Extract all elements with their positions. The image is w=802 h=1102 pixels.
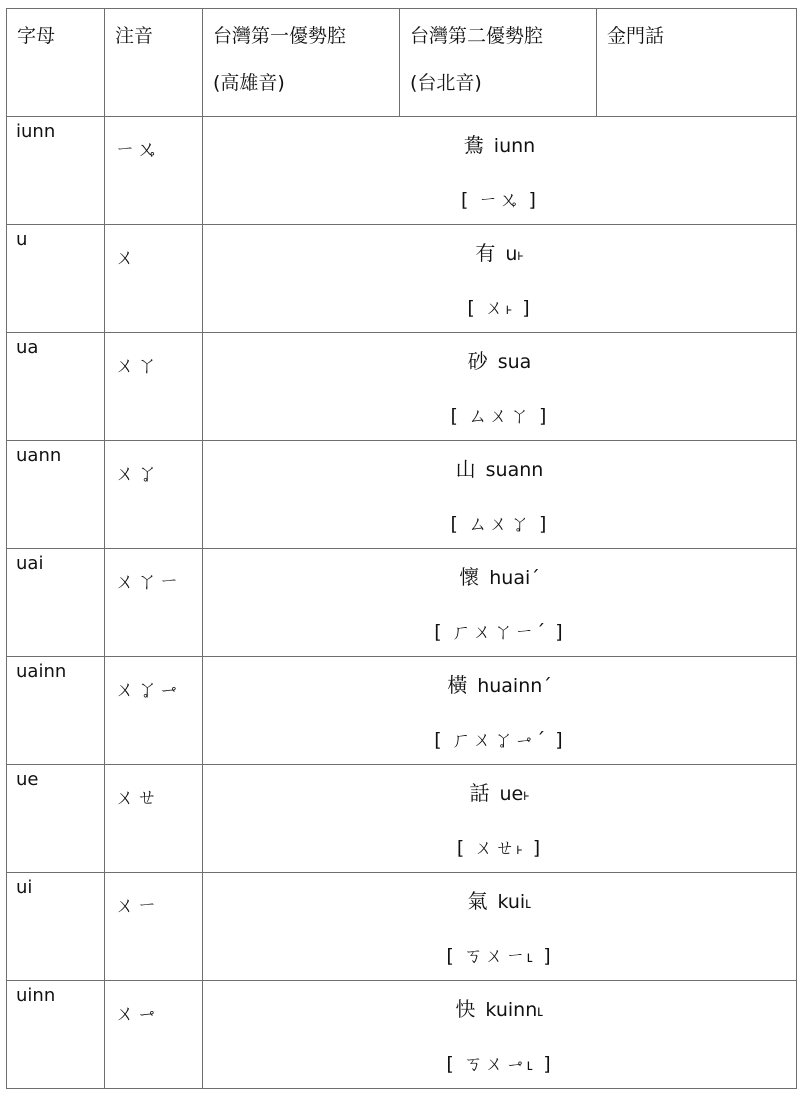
- row-example: [203, 549, 797, 657]
- header-kinmen: [597, 9, 797, 117]
- example-char: 山: [455, 457, 476, 481]
- header-zhuyin: [105, 9, 203, 117]
- row-letter: uai: [7, 549, 105, 657]
- header-taipei: [400, 9, 597, 117]
- row-example: [203, 333, 797, 441]
- row-letter: ua: [7, 333, 105, 441]
- phonetic-table: [6, 8, 797, 1089]
- example-bracket: [ ㄧㆫ ]: [461, 189, 538, 211]
- example-bracket: [ ㄨ˫ ]: [467, 297, 532, 319]
- example-roman: kuinn˪: [485, 999, 544, 1021]
- example-bracket: [ ㄎㄨㄧ˪ ]: [446, 945, 553, 967]
- header-kaohsiung: [203, 9, 400, 117]
- row-letter: uinn: [7, 981, 105, 1089]
- example-roman: ue˫: [499, 783, 530, 805]
- row-letter: uann: [7, 441, 105, 549]
- header-taipei-sub: (台北音): [410, 72, 482, 94]
- table-row: [7, 117, 797, 225]
- row-zhuyin: ㄨㄧ: [105, 873, 203, 981]
- example-bracket: [ ㄙㄨㆩ ]: [450, 513, 549, 535]
- example-bracket: [ ㄙㄨㄚ ]: [450, 405, 549, 427]
- example-char: 話: [469, 781, 490, 805]
- row-zhuyin: ㄨㆩㆪ: [105, 657, 203, 765]
- example-char: 鴦: [463, 133, 484, 157]
- row-example: [203, 225, 797, 333]
- example-char: 橫: [447, 673, 468, 697]
- row-example: [203, 657, 797, 765]
- table-row: [7, 441, 797, 549]
- row-example: [203, 441, 797, 549]
- example-char: 有: [475, 241, 496, 265]
- example-roman: huaiˊ: [489, 567, 540, 589]
- header-letter-text: 字母: [17, 25, 56, 47]
- row-zhuyin: ㄨ: [105, 225, 203, 333]
- row-zhuyin: ㄧㆫ: [105, 117, 203, 225]
- example-char: 氣: [467, 889, 488, 913]
- row-letter: ue: [7, 765, 105, 873]
- example-bracket: [ ㄏㄨㆩㆪˊ ]: [434, 729, 565, 751]
- header-row: [7, 9, 797, 117]
- header-letter: [7, 9, 105, 117]
- header-kaohsiung-title: 台灣第一優勢腔: [213, 25, 347, 47]
- header-kinmen-text: 金門話: [607, 25, 665, 47]
- row-letter: iunn: [7, 117, 105, 225]
- row-letter: u: [7, 225, 105, 333]
- table-row: [7, 549, 797, 657]
- row-zhuyin: ㄨㆩ: [105, 441, 203, 549]
- header-kaohsiung-sub: (高雄音): [213, 72, 285, 94]
- row-letter: ui: [7, 873, 105, 981]
- example-roman: huainnˊ: [477, 675, 552, 697]
- example-bracket: [ ㄏㄨㄚㄧˊ ]: [434, 621, 565, 643]
- example-roman: iunn: [493, 135, 536, 157]
- example-roman: u˫: [505, 243, 524, 265]
- row-zhuyin: ㄨㆪ: [105, 981, 203, 1089]
- table-row: [7, 873, 797, 981]
- row-zhuyin: ㄨㄚㄧ: [105, 549, 203, 657]
- table-row: [7, 225, 797, 333]
- table-row: [7, 333, 797, 441]
- header-zhuyin-text: 注音: [115, 25, 154, 47]
- row-example: [203, 765, 797, 873]
- row-zhuyin: ㄨㄚ: [105, 333, 203, 441]
- example-bracket: [ ㄎㄨㆪ˪ ]: [446, 1053, 553, 1075]
- row-example: [203, 873, 797, 981]
- example-char: 砂: [467, 349, 488, 373]
- example-char: 快: [455, 997, 476, 1021]
- header-taipei-title: 台灣第二優勢腔: [410, 25, 544, 47]
- table-row: [7, 765, 797, 873]
- example-roman: suann: [485, 459, 544, 481]
- example-bracket: [ ㄨㄝ˫ ]: [456, 837, 543, 859]
- row-example: [203, 117, 797, 225]
- example-char: 懷: [459, 565, 480, 589]
- row-example: [203, 981, 797, 1089]
- example-roman: sua: [497, 351, 532, 373]
- row-zhuyin: ㄨㄝ: [105, 765, 203, 873]
- example-roman: kui˪: [497, 891, 532, 913]
- table-row: [7, 657, 797, 765]
- row-letter: uainn: [7, 657, 105, 765]
- table-row: [7, 981, 797, 1089]
